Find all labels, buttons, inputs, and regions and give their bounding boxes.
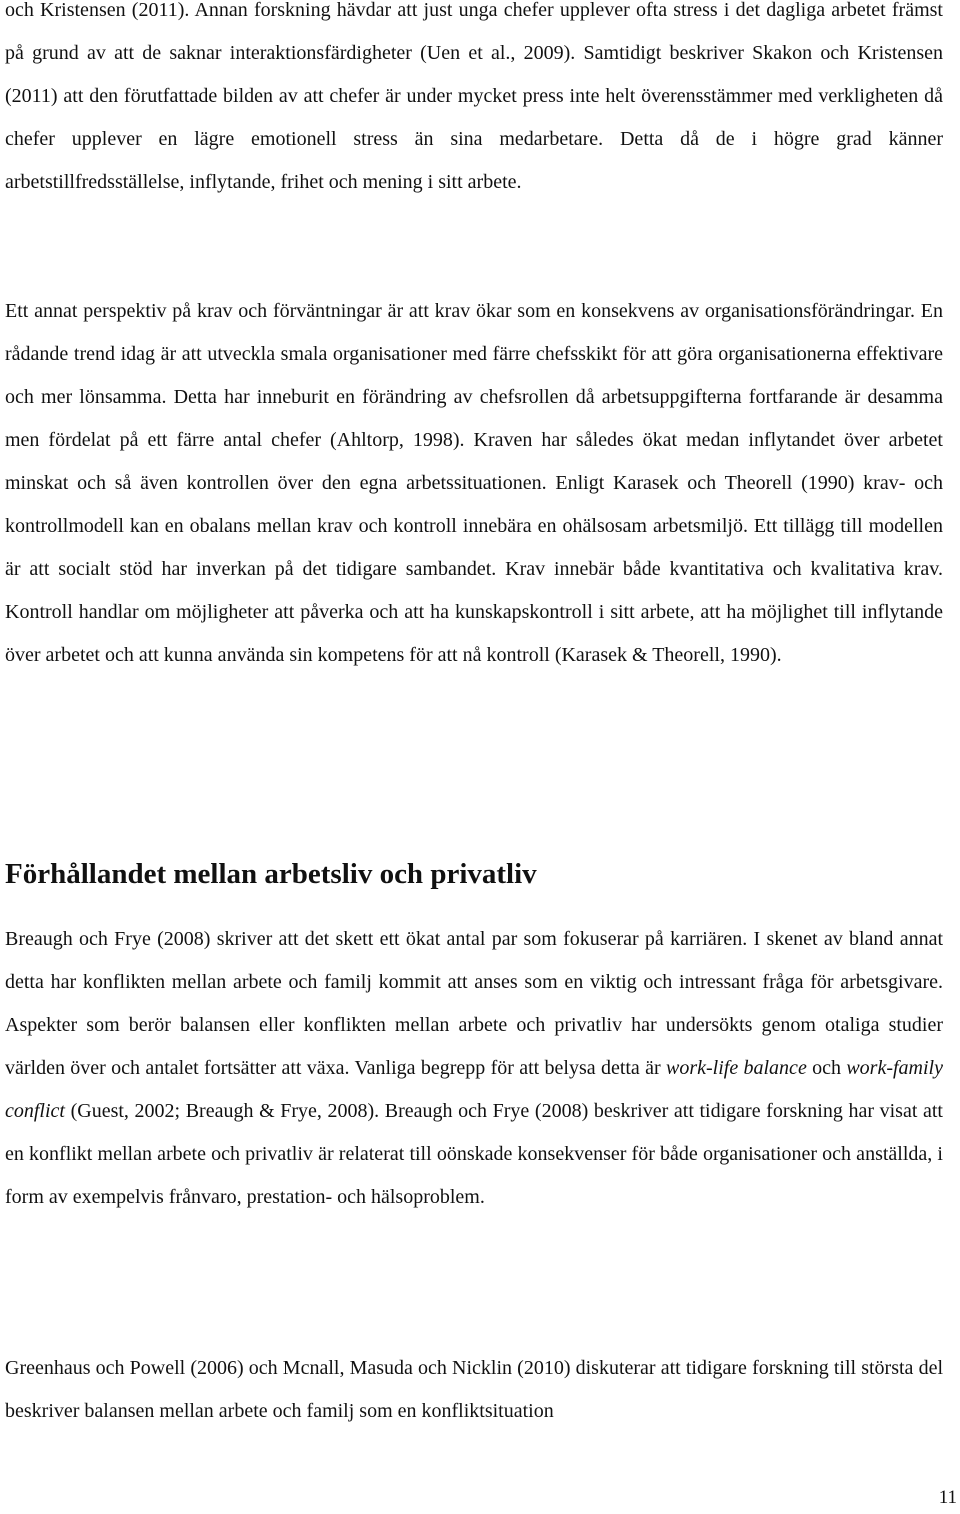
section-heading: Förhållandet mellan arbetsliv och privatliv bbox=[5, 858, 537, 890]
term-work-family-conflict: work-family conflict bbox=[5, 1057, 943, 1122]
paragraph-text-segment: (Guest, 2002; Breaugh & Frye, 2008). Breaugh och Frye (2008) beskriver att tidigare forskning har visat att en konflikt mellan arbete och privatliv är relaterat till oönskade konsekvenser för både organisationer och anställda, i form av exempelvis frånvaro, prestation- och hälsoproblem. bbox=[5, 1100, 943, 1208]
body-paragraph-demands: Ett annat perspektiv på krav och förväntningar är att krav ökar som en konsekvens av organisationsförändringar. En rådande trend idag är att utveckla smala organisationer med färre chefsskikt för att göra organisationerna effektivare och mer lönsamma. Detta har inneburit en förändring av chefsrollen då arbetsuppgifterna fortfarande är desamma men fördelat på ett färre antal chefer (Ahltorp, 1998). Kraven har således ökat medan inflytandet över arbetet minskat och så även kontrollen över den egna arbetssituationen. Enligt Karasek och Theorell (1990) krav- och kontrollmodell kan en obalans mellan krav och kontroll innebära en ohälsosam arbetsmiljö. Ett tillägg till modellen är att socialt stöd har inverkan på det tidigare sambandet. Krav innebär både kvantitativa och kvalitativa krav. Kontroll handlar om möjligheter att påverka och att ha kunskapskontroll i sitt arbete, att ha möjlighet till inflytande över arbetet och att kunna använda sin kompetens för att nå kontroll (Karasek & Theorell, 1990). bbox=[5, 300, 943, 666]
body-paragraph-work-life bbox=[5, 918, 943, 1219]
page-number: 11 bbox=[938, 1487, 957, 1508]
paragraph-text-segment: och bbox=[806, 1057, 847, 1079]
body-paragraph-stress: och Kristensen (2011). Annan forskning hävdar att just unga chefer upplever ofta stress i det dagliga arbetet främst på grund av att de saknar interaktionsfärdigheter (Uen et al., 2009). Samtidigt beskriver Skakon och Kristensen (2011) att den förutfattade bilden av att chefer är under mycket press inte helt överensstämmer med verkligheten då chefer upplever en lägre emotionell stress än sina medarbetare. Detta då de i högre grad känner arbetstillfredsställelse, inflytande, frihet och mening i sitt arbete. bbox=[5, 0, 943, 193]
term-work-life-balance: work-life balance bbox=[665, 1057, 807, 1079]
body-paragraph-greenhaus: Greenhaus och Powell (2006) och Mcnall, Masuda och Nicklin (2010) diskuterar att tidigare forskning till största del beskriver balansen mellan arbete och familj som en konfliktsituation bbox=[5, 1357, 943, 1422]
paragraph-text-segment: Breaugh och Frye (2008) skriver att det skett ett ökat antal par som fokuserar på karriären. I skenet av bland annat detta har konflikten mellan arbete och familj kommit att anses som en viktig och intressant fråga för arbetsgivare. Aspekter som berör balansen eller konflikten mellan arbete och privatliv har undersökts genom otaliga studier världen över och antalet fortsätter att växa. Vanliga begrepp för att belysa detta är bbox=[5, 928, 943, 1079]
